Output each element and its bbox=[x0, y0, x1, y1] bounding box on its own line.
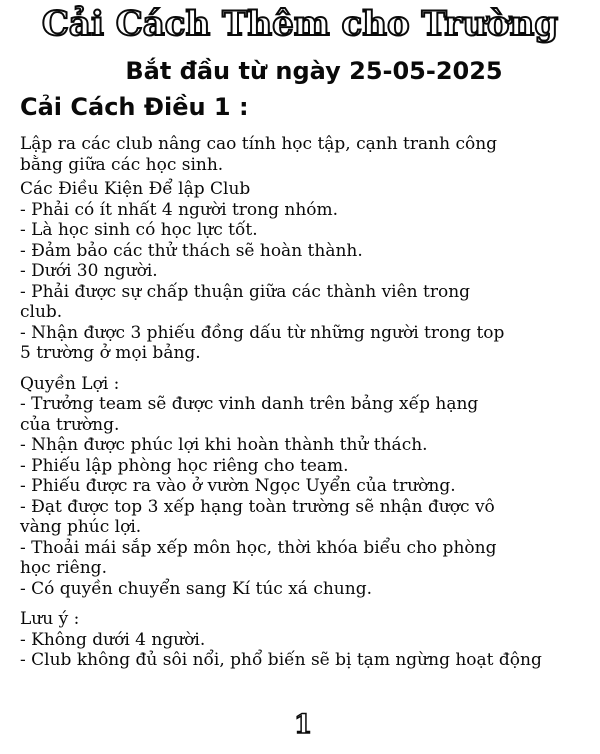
conditions-line: - Dưới 30 người. bbox=[20, 261, 158, 281]
benefits-line: của trường. bbox=[20, 414, 120, 435]
section-heading: Cải Cách Điều 1 : bbox=[20, 93, 249, 121]
benefits-line: - Thoải mái sắp xếp môn học, thời khóa biểu cho phòng bbox=[20, 537, 497, 558]
start-date-subtitle: Bắt đầu từ ngày 25-05-2025 bbox=[125, 57, 503, 85]
conditions-section bbox=[20, 179, 585, 364]
benefits-line: vàng phúc lợi. bbox=[20, 517, 142, 537]
notes-heading: Lưu ý : bbox=[20, 609, 80, 629]
benefits-line: - Phiếu lập phòng học riêng cho team. bbox=[20, 455, 349, 476]
benefits-line: - Trưởng team sẽ được vinh danh trên bảng xếp hạng bbox=[20, 394, 479, 414]
conditions-line: club. bbox=[20, 302, 63, 322]
conditions-line: - Phải được sự chấp thuận giữa các thành viên trong bbox=[20, 281, 471, 302]
notes-line: - Không dưới 4 người. bbox=[20, 629, 206, 650]
benefits-line: - Nhận được phúc lợi khi hoàn thành thử thách. bbox=[20, 435, 428, 455]
intro-line: Lập ra các club nâng cao tính học tập, cạnh tranh công bbox=[20, 134, 498, 154]
conditions-line: 5 trường ở mọi bảng. bbox=[20, 343, 201, 363]
benefits-line: - Đạt được top 3 xếp hạng toàn trường sẽ nhận được vô bbox=[20, 496, 495, 517]
benefits-section bbox=[20, 374, 585, 600]
conditions-line: - Đảm bảo các thử thách sẽ hoàn thành. bbox=[20, 240, 363, 261]
benefits-line: - Có quyền chuyển sang Kí túc xá chung. bbox=[20, 578, 372, 599]
benefits-line: - Phiếu được ra vào ở vườn Ngọc Uyển của trường. bbox=[20, 476, 456, 496]
document-body bbox=[20, 134, 585, 671]
intro-line: bằng giữa các học sinh. bbox=[20, 154, 224, 175]
benefits-heading: Quyền Lợi : bbox=[20, 373, 120, 394]
conditions-heading: Các Điều Kiện Để lập Club bbox=[20, 179, 251, 199]
intro-paragraph bbox=[20, 134, 585, 175]
notes-line: - Club không đủ sôi nổi, phổ biến sẽ bị tạm ngừng hoạt động bbox=[20, 650, 542, 670]
benefits-line: học riêng. bbox=[20, 558, 107, 578]
page-title: Cải Cách Thêm cho Trường bbox=[41, 4, 559, 44]
conditions-line: - Là học sinh có học lực tốt. bbox=[20, 220, 258, 240]
page-number: 1 bbox=[293, 710, 313, 740]
conditions-line: - Nhận được 3 phiếu đồng dấu từ những người trong top bbox=[20, 322, 505, 343]
conditions-line: - Phải có ít nhất 4 người trong nhóm. bbox=[20, 199, 339, 220]
notes-section bbox=[20, 609, 585, 671]
